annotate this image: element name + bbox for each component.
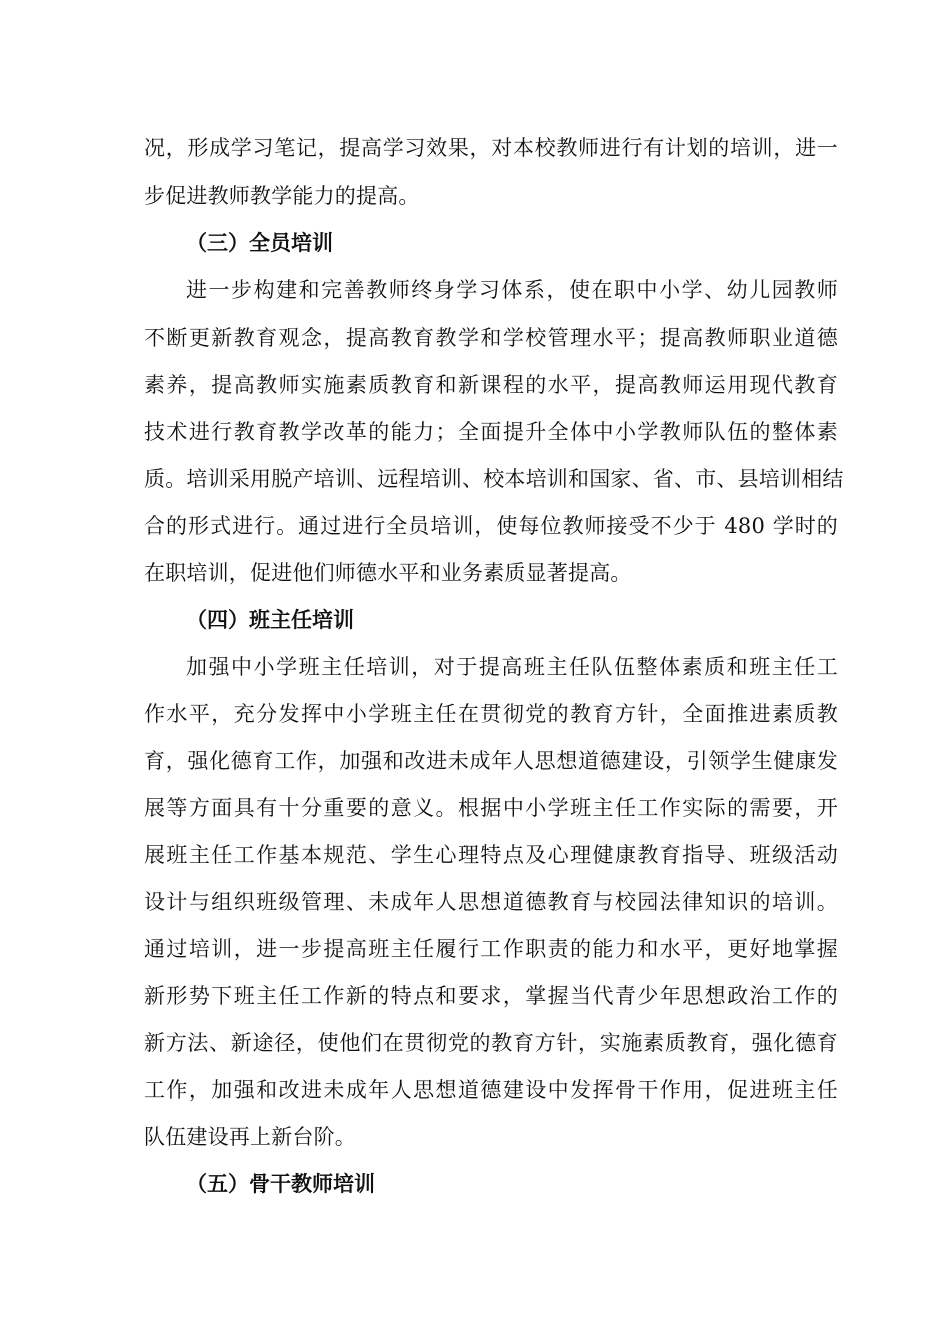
paragraph-line: 进一步构建和完善教师终身学习体系，使在职中小学、幼儿园教师	[186, 278, 838, 302]
paragraph-line: 展等方面具有十分重要的意义。根据中小学班主任工作实际的需要，开	[144, 796, 838, 820]
section-heading-4: （四）班主任培训	[186, 608, 354, 632]
section-heading-3: （三）全员培训	[186, 231, 333, 255]
paragraph-line: 新方法、新途径，使他们在贯彻党的教育方针，实施素质教育，强化德育	[144, 1031, 838, 1055]
paragraph-line: 育，强化德育工作，加强和改进未成年人思想道德建设，引领学生健康发	[144, 749, 838, 773]
paragraph-line: 在职培训，促进他们师德水平和业务素质显著提高。	[144, 561, 632, 585]
paragraph-line: 合的形式进行。通过进行全员培训，使每位教师接受不少于 480 学时的	[144, 514, 838, 538]
paragraph-line: 通过培训，进一步提高班主任履行工作职责的能力和水平，更好地掌握	[144, 937, 838, 961]
paragraph-line: 工作，加强和改进未成年人思想道德建设中发挥骨干作用，促进班主任	[144, 1078, 838, 1102]
paragraph-line: 不断更新教育观念，提高教育教学和学校管理水平；提高教师职业道德	[144, 326, 838, 350]
paragraph-line: 质。培训采用脱产培训、远程培训、校本培训和国家、省、市、县培训相结	[144, 467, 844, 491]
paragraph-line: 设计与组织班级管理、未成年人思想道德教育与校园法律知识的培训。	[144, 890, 838, 914]
paragraph-line: 展班主任工作基本规范、学生心理特点及心理健康教育指导、班级活动	[144, 843, 838, 867]
paragraph-line: 步促进教师教学能力的提高。	[144, 184, 420, 208]
paragraph-line: 况，形成学习笔记，提高学习效果，对本校教师进行有计划的培训，进一	[144, 136, 838, 160]
paragraph-line: 作水平，充分发挥中小学班主任在贯彻党的教育方针，全面推进素质教	[144, 702, 838, 726]
paragraph-line: 技术进行教育教学改革的能力；全面提升全体中小学教师队伍的整体素	[144, 420, 838, 444]
paragraph-line: 队伍建设再上新台阶。	[144, 1125, 356, 1149]
section-heading-5: （五）骨干教师培训	[186, 1172, 375, 1196]
paragraph-line: 素养，提高教师实施素质教育和新课程的水平，提高教师运用现代教育	[144, 373, 838, 397]
paragraph-line: 新形势下班主任工作新的特点和要求，掌握当代青少年思想政治工作的	[144, 984, 838, 1008]
paragraph-line: 加强中小学班主任培训，对于提高班主任队伍整体素质和班主任工	[186, 655, 838, 679]
